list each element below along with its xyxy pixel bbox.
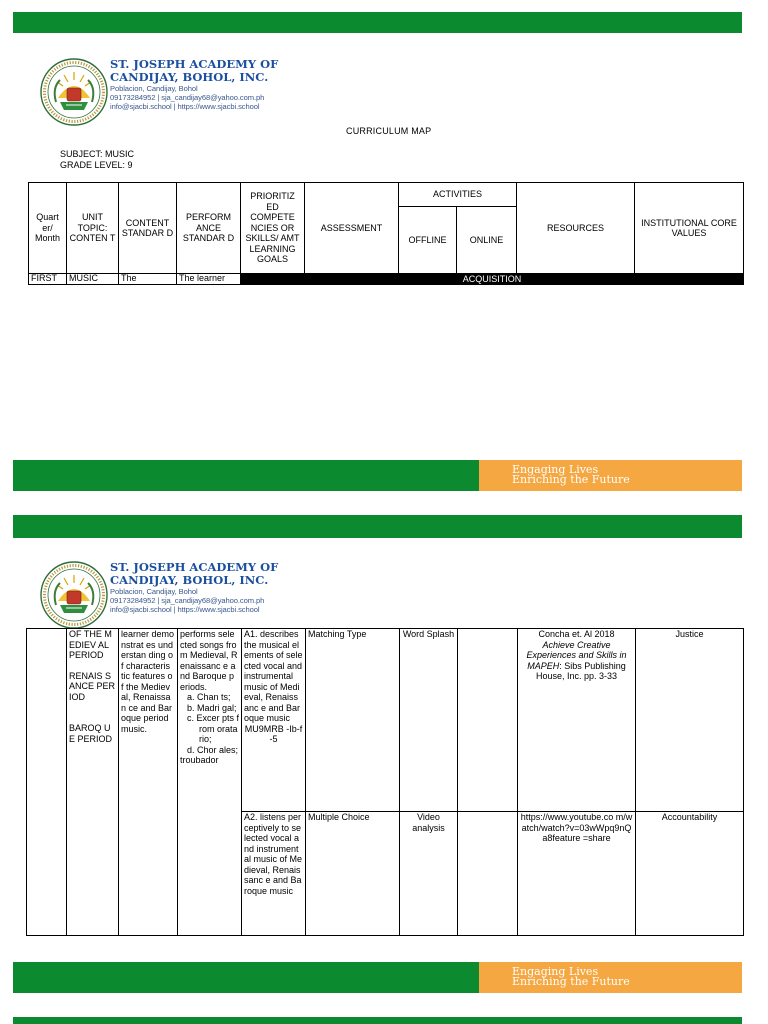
header-quarter: Quart er/ Month xyxy=(29,183,67,274)
header-core-values: INSTITUTIONAL CORE VALUES xyxy=(635,183,744,274)
offline-activity-a2: Video analysis xyxy=(400,812,458,936)
resource-a1: Concha et. Al 2018 Achieve Creative Experiences and Skills in MAPEH: Sibs Publishing House, Inc. pp. 3-33 xyxy=(518,629,636,812)
unit-renaissance: RENAIS SANCE PERIOD xyxy=(69,670,116,702)
school-seal-icon xyxy=(40,561,108,629)
school-contact: Poblacion, Candijay, Bohol 09173284952 | sja_candijay68@yahoo.com.ph info@sjacbi.school | https://www.sjacbi.school xyxy=(110,84,265,111)
performance-item-chants: a. Chan ts; xyxy=(187,692,231,702)
school-header xyxy=(40,58,370,138)
competency-code: MU9MRB -Ib-f-5 xyxy=(244,723,303,744)
content-standard-text: learner demonstrat es understan ding of characteris tic features of the Medieval, Renaissan ce and Baroque period music. xyxy=(119,629,178,936)
header-performance-standard: PERFORM ANCE STANDAR D xyxy=(177,183,241,274)
performance-item-oratorio: c. Excer pts from orata rio; xyxy=(187,713,240,744)
quarter-cell xyxy=(27,629,67,936)
unit-topic-cell: MUSIC xyxy=(67,274,119,285)
performance-standard-cell: The learner xyxy=(177,274,241,285)
footer-band-page2 xyxy=(13,962,742,993)
competency-a1: A1. describes the musical elements of selected vocal and instrumental music of Medieval, Renaissanc e and Baroque music MU9MRB -Ib-f-5 xyxy=(242,629,306,812)
offline-activity-a1: Word Splash xyxy=(400,629,458,812)
school-seal-icon xyxy=(40,58,108,126)
assessment-a2: Multiple Choice xyxy=(306,812,400,936)
online-activity-a1 xyxy=(458,629,518,812)
header-competencies: PRIORITIZ ED COMPETE NCIES OR SKILLS/ AMT LEARNING GOALS xyxy=(241,183,305,274)
curriculum-table-body xyxy=(26,628,744,936)
acquisition-band: ACQUISITION xyxy=(241,274,744,285)
grade-level-label: GRADE LEVEL: 9 xyxy=(60,160,133,170)
subject-label: SUBJECT: MUSIC xyxy=(60,149,135,159)
core-value-a1: Justice xyxy=(636,629,744,812)
performance-item-chorales: d. Chor ales; xyxy=(187,744,239,755)
top-band-page3 xyxy=(13,1017,742,1024)
top-band xyxy=(13,12,742,33)
performance-standard-text: performs selected songs from Medieval, Renaissanc e and Baroque periods. a. Chan ts; b. Madri gal; c. Excer pts from orata rio; d. Chor ales; troubador xyxy=(178,629,242,936)
school-name: ST. JOSEPH ACADEMY OF CANDIJAY, BOHOL, INC. xyxy=(110,57,279,84)
school-contact: Poblacion, Candijay, Bohol 09173284952 | sja_candijay68@yahoo.com.ph info@sjacbi.school | https://www.sjacbi.school xyxy=(110,587,265,614)
core-value-a2: Accountability xyxy=(636,812,744,936)
resource-youtube-link[interactable]: https://www.youtube.co m/watch/watch?v=03wWpq9nQa8feature =share xyxy=(518,812,636,936)
header-unit-topic: UNIT TOPIC: CONTEN T xyxy=(67,183,119,274)
footer-tagline: Engaging Lives Enriching the Future xyxy=(479,460,742,491)
document-title: CURRICULUM MAP xyxy=(346,126,432,136)
top-band-page2 xyxy=(13,515,742,538)
unit-medieval: OF THE MEDIEV AL PERIOD xyxy=(69,629,112,660)
content-standard-cell: The xyxy=(119,274,177,285)
school-name: ST. JOSEPH ACADEMY OF CANDIJAY, BOHOL, INC. xyxy=(110,560,279,587)
curriculum-table-header xyxy=(28,182,744,285)
header-offline: OFFLINE xyxy=(399,207,457,274)
competency-a2: A2. listens perceptively to selected vocal and instrumental music of Medieval, Renaissanc e and Baroque music xyxy=(242,812,306,936)
unit-topic-list xyxy=(67,629,119,936)
footer-band xyxy=(13,460,742,491)
header-assessment: ASSESSMENT xyxy=(305,183,399,274)
assessment-a1: Matching Type xyxy=(306,629,400,812)
performance-item-madrigal: b. Madri gal; xyxy=(187,702,237,713)
footer-tagline: Engaging Lives Enriching the Future xyxy=(479,962,742,993)
header-resources: RESOURCES xyxy=(517,183,635,274)
online-activity-a2 xyxy=(458,812,518,936)
unit-baroque: BAROQ UE PERIOD xyxy=(69,723,113,744)
header-content-standard: CONTENT STANDAR D xyxy=(119,183,177,274)
header-activities: ACTIVITIES xyxy=(399,183,517,207)
first-quarter-cell: FIRST xyxy=(29,274,67,285)
header-online: ONLINE xyxy=(457,207,517,274)
